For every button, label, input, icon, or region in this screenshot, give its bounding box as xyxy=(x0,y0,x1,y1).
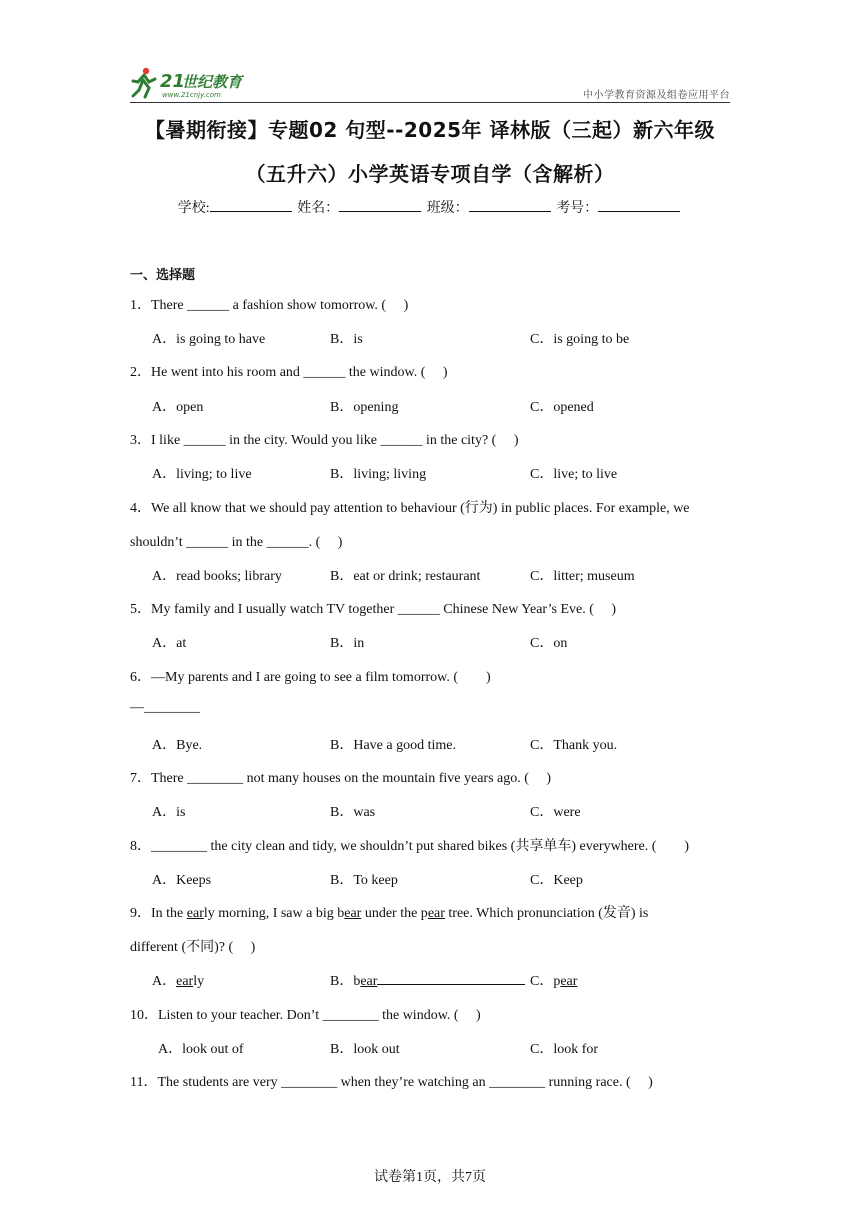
svg-text:www.21cnjy.com: www.21cnjy.com xyxy=(162,91,221,99)
question-1: 1．There ______ a fashion show tomorrow. ( ) xyxy=(130,298,409,313)
question-9-cont: different (不同)? ( ) xyxy=(130,940,256,955)
option-c[interactable]: C．pear xyxy=(530,974,578,989)
option-c[interactable]: C．live; to live xyxy=(530,467,618,482)
option-c[interactable]: C．opened xyxy=(530,400,594,415)
option-b[interactable]: B．in xyxy=(330,636,365,651)
exam-number-label: 考号： xyxy=(556,201,599,216)
class-field[interactable] xyxy=(469,199,551,212)
option-c[interactable]: C．look for xyxy=(530,1042,599,1057)
section-heading: 一、选择题 xyxy=(130,268,196,283)
option-a[interactable]: A．Keeps xyxy=(152,873,212,888)
question-5: 5．My family and I usually watch TV together ______ Chinese New Year’s Eve. ( ) xyxy=(130,602,617,617)
underline-blank xyxy=(377,972,525,985)
school-label: 学校: xyxy=(177,201,210,216)
svg-text:21: 21 xyxy=(160,71,186,92)
option-a[interactable]: A．living; to live xyxy=(152,467,252,482)
option-a[interactable]: A．at xyxy=(152,636,187,651)
name-label: 姓名： xyxy=(297,201,340,216)
option-c[interactable]: C．is going to be xyxy=(530,332,630,347)
question-11: 11．The students are very ________ when they’re watching an ________ running race. ( ) xyxy=(130,1075,653,1090)
option-b[interactable]: B．bear xyxy=(330,970,525,990)
question-4-cont: shouldn’t ______ in the ______. ( ) xyxy=(130,535,343,550)
option-a[interactable]: A．is xyxy=(152,805,186,820)
question-9: 9．In the early morning, I saw a big bear under the pear tree. Which pronunciation (发音) is xyxy=(130,906,649,921)
option-c[interactable]: C．were xyxy=(530,805,581,820)
option-c[interactable]: C．on xyxy=(530,636,568,651)
exam-number-field[interactable] xyxy=(598,199,680,212)
page-footer: 试卷第1页，共7页 xyxy=(374,1170,486,1185)
option-b[interactable]: B．opening xyxy=(330,400,399,415)
option-b[interactable]: B．look out xyxy=(330,1042,400,1057)
question-10: 10．Listen to your teacher. Don’t ________ the window. ( ) xyxy=(130,1008,481,1023)
option-a[interactable]: A．read books; library xyxy=(152,569,282,584)
option-a[interactable]: A．Bye. xyxy=(152,738,203,753)
question-4: 4．We all know that we should pay attention to behaviour (行为) in public places. For example, we xyxy=(130,501,690,516)
question-6: 6．—My parents and I are going to see a film tomorrow. ( ) xyxy=(130,670,491,685)
student-info-line xyxy=(0,197,860,217)
question-2: 2．He went into his room and ______ the window. ( ) xyxy=(130,365,448,380)
option-c[interactable]: C．Thank you. xyxy=(530,738,618,753)
question-3: 3．I like ______ in the city. Would you like ______ in the city? ( ) xyxy=(130,433,519,448)
header-divider xyxy=(130,102,730,103)
question-8: 8．________ the city clean and tidy, we shouldn’t put shared bikes (共享单车) everywhere. ( ) xyxy=(130,839,690,854)
logo-icon xyxy=(130,66,270,100)
option-c[interactable]: C．Keep xyxy=(530,873,583,888)
page-header xyxy=(130,66,730,104)
option-c[interactable]: C．litter; museum xyxy=(530,569,635,584)
option-a[interactable]: A．open xyxy=(152,400,204,415)
option-b[interactable]: B．is xyxy=(330,332,363,347)
option-b[interactable]: B．living; living xyxy=(330,467,427,482)
document-title-line1: 【暑期衔接】专题02 句型--2025年 译林版（三起）新六年级 xyxy=(144,118,716,142)
option-a[interactable]: A．early xyxy=(152,974,205,989)
platform-label: 中小学教育资源及组卷应用平台 xyxy=(583,90,730,101)
school-field[interactable] xyxy=(210,199,292,212)
option-b[interactable]: B．To keep xyxy=(330,873,398,888)
name-field[interactable] xyxy=(339,199,421,212)
option-b[interactable]: B．was xyxy=(330,805,376,820)
class-label: 班级： xyxy=(426,201,469,216)
logo-text: 世纪教育 xyxy=(182,73,243,91)
document-title-line2: （五升六）小学英语专项自学（含解析） xyxy=(245,162,615,186)
option-a[interactable]: A．is going to have xyxy=(152,332,266,347)
option-a[interactable]: A．look out of xyxy=(158,1042,244,1057)
question-7: 7．There ________ not many houses on the mountain five years ago. ( ) xyxy=(130,771,552,786)
option-b[interactable]: B．eat or drink; restaurant xyxy=(330,569,481,584)
question-6-response: —________ xyxy=(130,700,200,715)
option-b[interactable]: B．Have a good time. xyxy=(330,738,456,753)
